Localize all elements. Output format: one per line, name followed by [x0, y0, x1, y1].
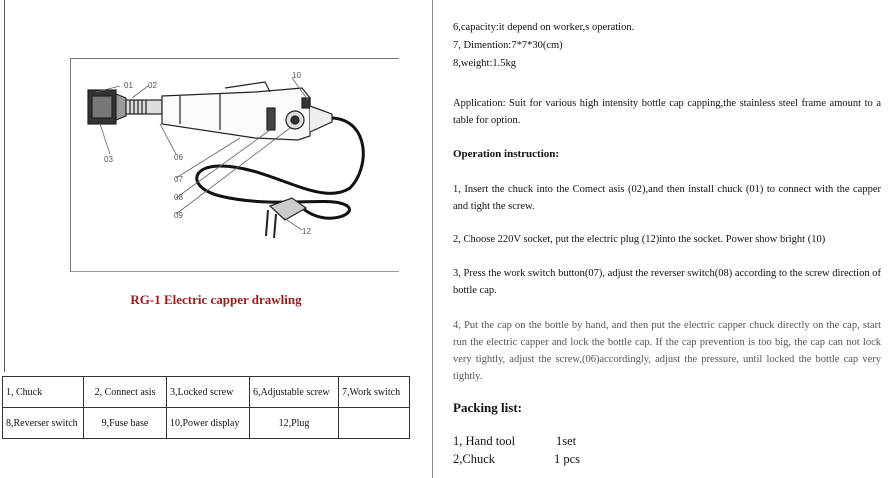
packing-heading: Packing list: — [453, 400, 522, 415]
table-cell: 7,Work switch — [339, 377, 410, 408]
operation-heading: Operation instruction: — [453, 148, 560, 160]
callout-09: 09 — [174, 211, 183, 220]
power-display-shape — [302, 98, 310, 108]
packing-item-name: 2,Chuck — [453, 452, 496, 466]
callout-06: 06 — [174, 153, 183, 162]
callout-08: 08 — [174, 193, 183, 202]
operation-step-3: 3, Press the work switch button(07), adjust the reverser switch(08) according to the screw direction of bottle cap. — [453, 268, 881, 296]
parts-table — [2, 376, 410, 439]
callout-03: 03 — [104, 155, 113, 164]
table-cell: 6,Adjustable screw — [250, 377, 339, 408]
packing-item — [453, 452, 580, 467]
operation-step-2: 2, Choose 220V socket, put the electric plug (12)into the socket. Power show bright (10) — [453, 234, 826, 245]
application-text: Application: Suit for various high intensity bottle cap capping,the stainless steel frame amount to a table for option. — [453, 98, 881, 126]
diagram-caption: RG-1 Electric capper drawling — [130, 292, 302, 307]
table-cell: 10,Power display — [167, 408, 250, 439]
callout-07: 07 — [174, 175, 183, 184]
table-row — [3, 377, 410, 408]
operation-step-1: 1, Insert the chuck into the Comect asis (02),and then install chuck (01) to connect with the capper and tight the screw. — [453, 184, 881, 212]
operation-step-4: 4, Put the cap on the bottle by hand, and then put the electric capper chuck directly on the cap, start run the electric capper and lock the bottle cap. If the cap prevention is too big, the cap can not lock very tightly, adjust the screw,(06)accordingly, adjust the pressure, until locked the bottle cap very tightly. — [453, 320, 881, 382]
table-cell: 8,Reverser switch — [3, 408, 84, 439]
table-row — [3, 408, 410, 439]
packing-item-qty: 1set — [556, 434, 577, 448]
packing-item-name: 1, Hand tool — [453, 434, 516, 448]
table-cell: 1, Chuck — [3, 377, 84, 408]
callout-02: 02 — [148, 81, 157, 90]
table-cell: 12,Plug — [250, 408, 339, 439]
spec-dimention: 7, Dimention:7*7*30(cm) — [453, 40, 563, 51]
callout-01: 01 — [124, 81, 133, 90]
callout-12: 12 — [302, 227, 311, 236]
spec-capacity: 6,capacity:it depend on worker,s operation. — [453, 22, 635, 33]
callout-10: 10 — [292, 71, 301, 80]
spec-weight: 8,weight:1.5kg — [453, 58, 516, 69]
column-divider — [432, 0, 433, 478]
connect-asis-shape — [126, 100, 162, 114]
table-cell: 2, Connect asis — [84, 377, 167, 408]
packing-item-qty: 1 pcs — [554, 452, 581, 466]
left-border-line — [4, 0, 5, 372]
packing-item — [453, 434, 576, 449]
table-cell — [339, 408, 410, 439]
table-cell: 9,Fuse base — [84, 408, 167, 439]
electric-capper-diagram — [70, 58, 400, 272]
table-cell: 3,Locked screw — [167, 377, 250, 408]
